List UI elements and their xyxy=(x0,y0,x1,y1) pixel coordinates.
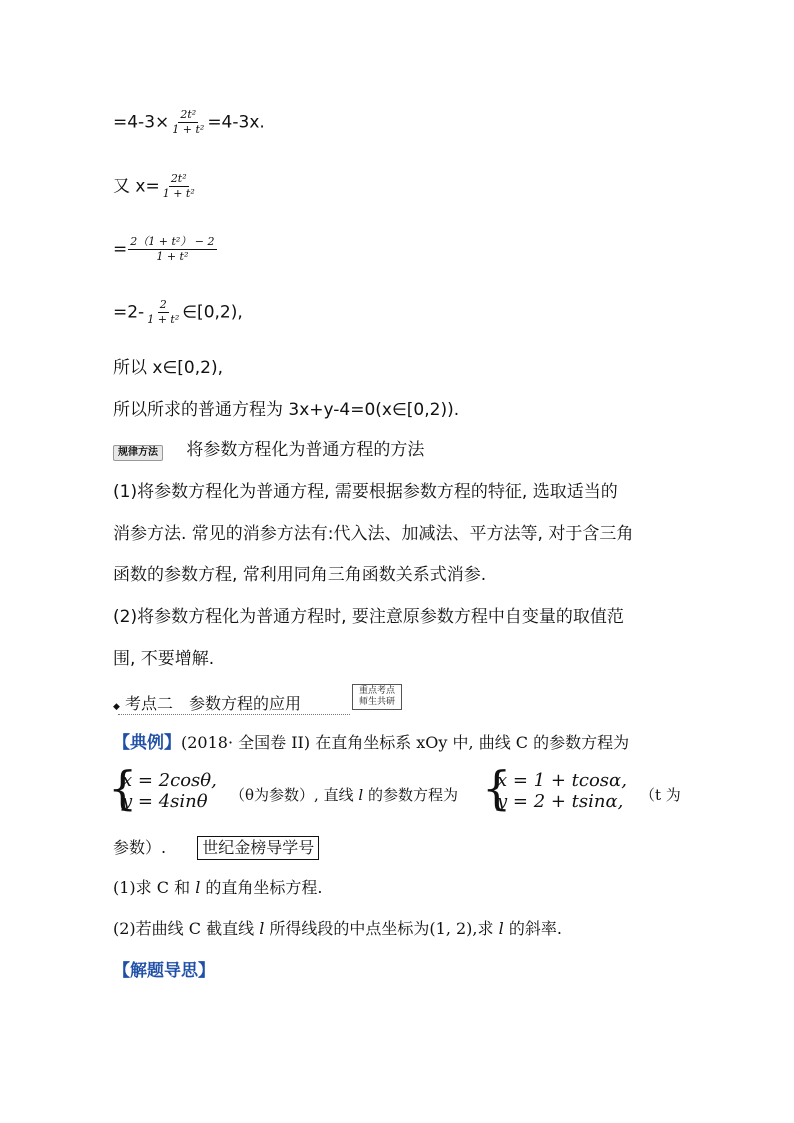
line-var: l xyxy=(498,919,504,938)
eq1-suffix: =4-3x. xyxy=(207,112,265,133)
fraction xyxy=(128,235,216,264)
example-intro xyxy=(113,733,629,753)
fraction-denominator: 1 + t² xyxy=(156,250,189,263)
continuation-text: 参数）. xyxy=(113,838,167,857)
equation-line-3: = $\frac{\text{2（1 + t²） − 2}}{\text{1 + t²}}$ xyxy=(113,235,215,263)
fraction-numerator: 2（1 + t²） − 2 xyxy=(130,235,215,248)
q2-text-b: 所得线段的中点坐标为(1, 2),求 xyxy=(269,919,494,938)
method-p1-line2: 消参方法. 常见的消参方法有:代入法、加减法、平方法等, 对于含三角 xyxy=(113,524,634,544)
example-continuation xyxy=(113,836,319,860)
fraction xyxy=(161,172,197,201)
fraction-numerator: 2 xyxy=(159,298,167,311)
line-var: l xyxy=(195,878,201,897)
fraction xyxy=(145,298,181,327)
line-equation-1: x = 1 + tcosα, xyxy=(497,770,627,791)
stamp-line-2: 师生共研 xyxy=(358,697,395,707)
equation-line-4 xyxy=(113,298,243,327)
section-bullet-icon: ◆ xyxy=(113,702,120,712)
curve-equation-2: y = 4sinθ xyxy=(122,791,208,812)
eq4-suffix: ∈[0,2), xyxy=(182,302,243,323)
method-p1-line3: 函数的参数方程, 常利用同角三角函数关系式消参. xyxy=(113,565,487,585)
eq1-prefix: =4-3× xyxy=(113,112,170,133)
fraction-denominator: 1 + t² xyxy=(147,313,180,326)
fraction xyxy=(170,108,206,137)
example-mid xyxy=(230,785,458,805)
method-p2-line1: (2)将参数方程化为普通方程时, 要注意原参数方程中自变量的取值范 xyxy=(113,607,624,627)
q2-text-c: 的斜率. xyxy=(508,919,562,938)
eq2-prefix: 又 x= xyxy=(113,176,160,197)
fraction-numerator: 2t² xyxy=(170,172,187,185)
method-badge: 规律方法 xyxy=(113,445,163,461)
q2-text-a: (2)若曲线 C 截直线 xyxy=(113,919,255,938)
example-tag: 【典例】 xyxy=(113,733,181,753)
method-p1-line1: (1)将参数方程化为普通方程, 需要根据参数方程的特征, 选取适当的 xyxy=(113,482,618,502)
line-brace: { xyxy=(482,761,512,815)
conclusion-line-2: 所以所求的普通方程为 3x+y-4=0(x∈[0,2)). xyxy=(113,400,460,420)
reference-box: 世纪金榜导学号 xyxy=(197,836,319,860)
mid-text-2: 的参数方程为 xyxy=(367,786,458,804)
line-var: l xyxy=(259,919,265,938)
question-2 xyxy=(113,919,562,939)
line-equation-2: y = 2 + tsinα, xyxy=(497,791,624,812)
q1-text-a: (1)求 C 和 xyxy=(113,878,191,897)
example-intro-text: (2018· 全国卷 II) 在直角坐标系 xOy 中, 曲线 C 的参数方程为 xyxy=(181,733,630,752)
curve-equation-1: x = 2cosθ, xyxy=(122,770,217,791)
eq4-prefix: =2- xyxy=(113,302,145,323)
method-p2-line2: 围, 不要增解. xyxy=(113,649,215,669)
section-stamp xyxy=(352,684,402,710)
example-tail: （t 为 xyxy=(640,786,681,804)
mid-text: （θ为参数）, 直线 xyxy=(230,786,354,804)
conclusion-line-1: 所以 x∈[0,2), xyxy=(113,358,223,378)
method-title: 将参数方程化为普通方程的方法 xyxy=(186,440,425,460)
question-1 xyxy=(113,878,323,898)
section-title: 考点二 参数方程的应用 xyxy=(125,694,302,713)
method-heading xyxy=(113,440,424,461)
equation-line-2 xyxy=(113,172,198,201)
q1-text-b: 的直角坐标方程. xyxy=(205,878,323,897)
solution-guide-heading xyxy=(113,961,215,981)
equation-line-1 xyxy=(113,108,265,137)
guide-tag: 【解题导思】 xyxy=(113,961,215,981)
line-var: l xyxy=(358,786,364,804)
fraction-denominator: 1 + t² xyxy=(172,123,205,136)
fraction-denominator: 1 + t² xyxy=(162,187,195,200)
curve-brace: { xyxy=(108,761,138,815)
section-underline xyxy=(118,714,350,715)
stamp-line-1: 重点考点 xyxy=(358,686,395,696)
fraction-numerator: 2t² xyxy=(180,108,197,121)
